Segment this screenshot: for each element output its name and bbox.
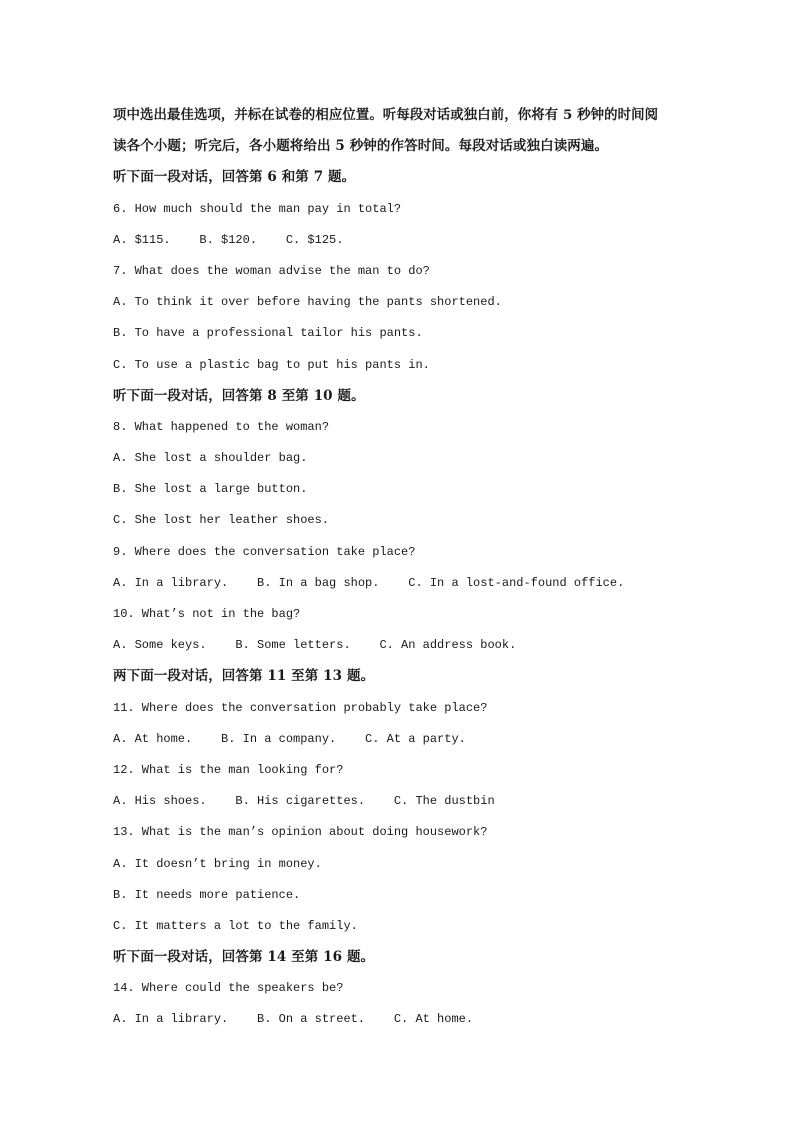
answer-option: C. To use a plastic bag to put his pants in. (113, 357, 430, 372)
answer-option: B. It needs more patience. (113, 887, 301, 902)
question-options: A. In a library. B. In a bag shop. C. In a lost-and-found office. (113, 575, 625, 590)
exam-page (113, 100, 693, 1036)
answer-option: B. She lost a large button. (113, 482, 308, 497)
section-heading: 听下面一段对话，回答第 8 至第 10 题。 (113, 387, 365, 404)
question-options: A. $115. B. $120. C. $125. (113, 232, 344, 247)
section-heading: 两下面一段对话，回答第 11 至第 13 题。 (113, 668, 375, 685)
question-stem: 13. What is the man’s opinion about doing housework? (113, 825, 488, 840)
answer-option: A. She lost a shoulder bag. (113, 451, 308, 466)
question-stem: 8. What happened to the woman? (113, 419, 330, 434)
instructions-line-2: 读各个小题；听完后，各小题将给出 5 秒钟的作答时间。每段对话或独白读两遍。 (113, 138, 609, 155)
answer-option: B. To have a professional tailor his pants. (113, 326, 423, 341)
answer-option: A. It doesn’t bring in money. (113, 856, 322, 871)
question-options: A. His shoes. B. His cigarettes. C. The dustbin (113, 794, 495, 809)
question-stem: 12. What is the man looking for? (113, 762, 344, 777)
section-heading: 听下面一段对话，回答第 6 和第 7 题。 (113, 169, 356, 186)
question-options: A. In a library. B. On a street. C. At home. (113, 1012, 474, 1027)
instructions-line-1: 项中选出最佳选项，并标在试卷的相应位置。听每段对话或独白前，你将有 5 秒钟的时间阅 (113, 107, 659, 123)
question-stem: 10. What’s not in the bag? (113, 607, 301, 621)
question-options: A. At home. B. In a company. C. At a party. (113, 731, 466, 746)
question-options: A. Some keys. B. Some letters. C. An address book. (113, 638, 517, 653)
answer-option: C. It matters a lot to the family. (113, 918, 358, 933)
answer-option: C. She lost her leather shoes. (113, 513, 330, 528)
question-stem: 9. Where does the conversation take place? (113, 544, 416, 559)
question-stem: 7. What does the woman advise the man to do? (113, 263, 430, 278)
question-stem: 6. How much should the man pay in total? (113, 201, 402, 216)
section-heading: 听下面一段对话，回答第 14 至第 16 题。 (113, 949, 375, 966)
question-stem: 14. Where could the speakers be? (113, 981, 344, 996)
question-stem: 11. Where does the conversation probably take place? (113, 700, 488, 715)
answer-option: A. To think it over before having the pants shortened. (113, 295, 502, 310)
